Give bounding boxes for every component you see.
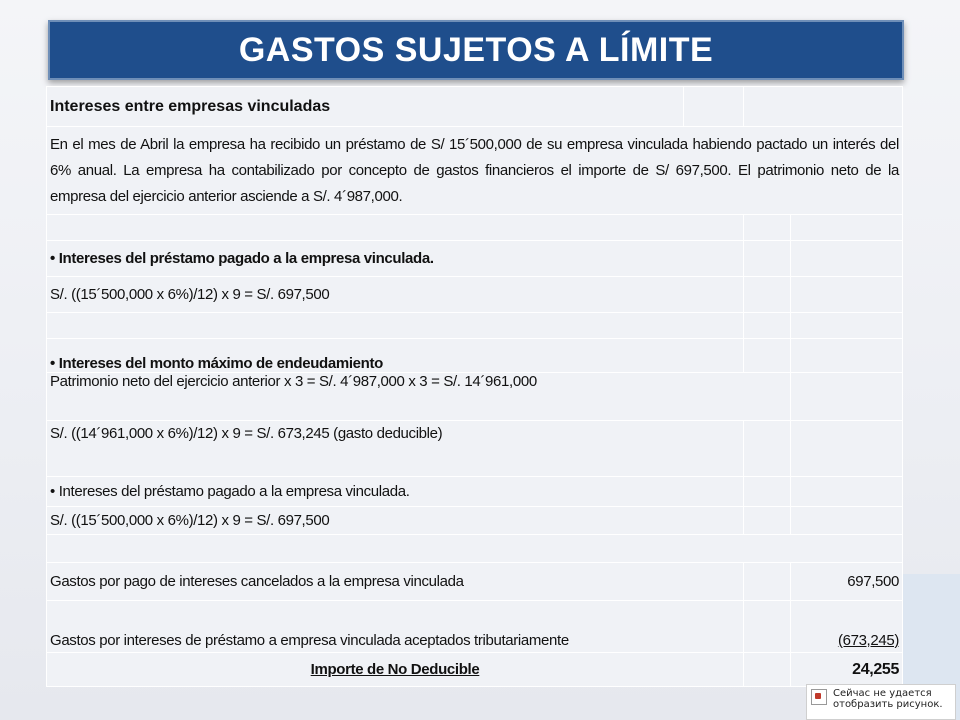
empty-cell [791, 421, 903, 477]
empty-cell [791, 477, 903, 507]
empty-cell [744, 313, 791, 339]
gastos-aceptados-label: Gastos por intereses de préstamo a empresa vinculada aceptados tributariamente [47, 601, 744, 653]
gastos-pago-label: Gastos por pago de intereses cancelados a la empresa vinculada [47, 563, 744, 601]
table-row [47, 535, 903, 563]
title-banner [48, 20, 904, 80]
table-row [47, 563, 903, 601]
empty-cell [744, 601, 791, 653]
table-row [47, 601, 903, 653]
empty-cell [47, 535, 903, 563]
empty-cell [791, 339, 903, 373]
empty-cell [744, 277, 791, 313]
problem-description: En el mes de Abril la empresa ha recibido un préstamo de S/ 15´500,000 de su empresa vinculada habiendo pactado un interés del 6% anual. La empresa ha contabilizado por concepto de gastos financieros el importe de S/ 697,500. El patrimonio neto de la empresa del ejercicio anterior asciende a S/. 4´987,000. [47, 127, 903, 215]
empty-cell [791, 277, 903, 313]
empty-cell [744, 421, 791, 477]
empty-cell [744, 477, 791, 507]
table-row [47, 477, 903, 507]
calc-intereses-prestamo: S/. ((15´500,000 x 6%)/12) x 9 = S/. 697,500 [47, 277, 744, 313]
empty-cell [684, 87, 744, 127]
calculation-table [46, 86, 903, 687]
broken-image-icon [811, 689, 827, 705]
empty-cell [744, 87, 903, 127]
patrimonio-calculation: Patrimonio neto del ejercicio anterior x 3 = S/. 4´987,000 x 3 = S/. 14´961,000 [47, 373, 791, 421]
empty-cell [744, 563, 791, 601]
bullet-prestamo-repeat: • Intereses del préstamo pagado a la empresa vinculada. [47, 477, 744, 507]
empty-cell [744, 339, 791, 373]
empty-cell [791, 507, 903, 535]
empty-cell [791, 241, 903, 277]
bullet-monto-maximo: • Intereses del monto máximo de endeudamiento [47, 339, 744, 373]
empty-cell [744, 215, 791, 241]
table-row [47, 313, 903, 339]
table-row [47, 215, 903, 241]
empty-cell [744, 653, 791, 687]
section-heading: Intereses entre empresas vinculadas [47, 87, 684, 127]
page-title: GASTOS SUJETOS A LÍMITE [238, 30, 714, 69]
broken-image-text: Сейчас не удается отобразить рисунок. [833, 688, 943, 710]
no-deducible-value: 24,255 [791, 653, 903, 687]
calc-intereses-prestamo-repeat: S/. ((15´500,000 x 6%)/12) x 9 = S/. 697,500 [47, 507, 744, 535]
table-row [47, 127, 903, 215]
empty-cell [744, 507, 791, 535]
broken-image-placeholder [806, 684, 956, 720]
calc-gasto-deducible: S/. ((14´961,000 x 6%)/12) x 9 = S/. 673,245 (gasto deducible) [47, 421, 744, 477]
empty-cell [47, 313, 744, 339]
empty-cell [47, 215, 744, 241]
table-row [47, 339, 903, 373]
table-row [47, 421, 903, 477]
bullet-prestamo: • Intereses del préstamo pagado a la empresa vinculada. [47, 241, 744, 277]
empty-cell [791, 373, 903, 421]
table-row [47, 373, 903, 421]
table-row [47, 87, 903, 127]
empty-cell [791, 313, 903, 339]
no-deducible-label: Importe de No Deducible [47, 653, 744, 687]
gastos-aceptados-value: (673,245) [791, 601, 903, 653]
empty-cell [744, 241, 791, 277]
table-row [47, 653, 903, 687]
table-row [47, 241, 903, 277]
table-row [47, 277, 903, 313]
table-row [47, 507, 903, 535]
empty-cell [791, 215, 903, 241]
gastos-pago-value: 697,500 [791, 563, 903, 601]
